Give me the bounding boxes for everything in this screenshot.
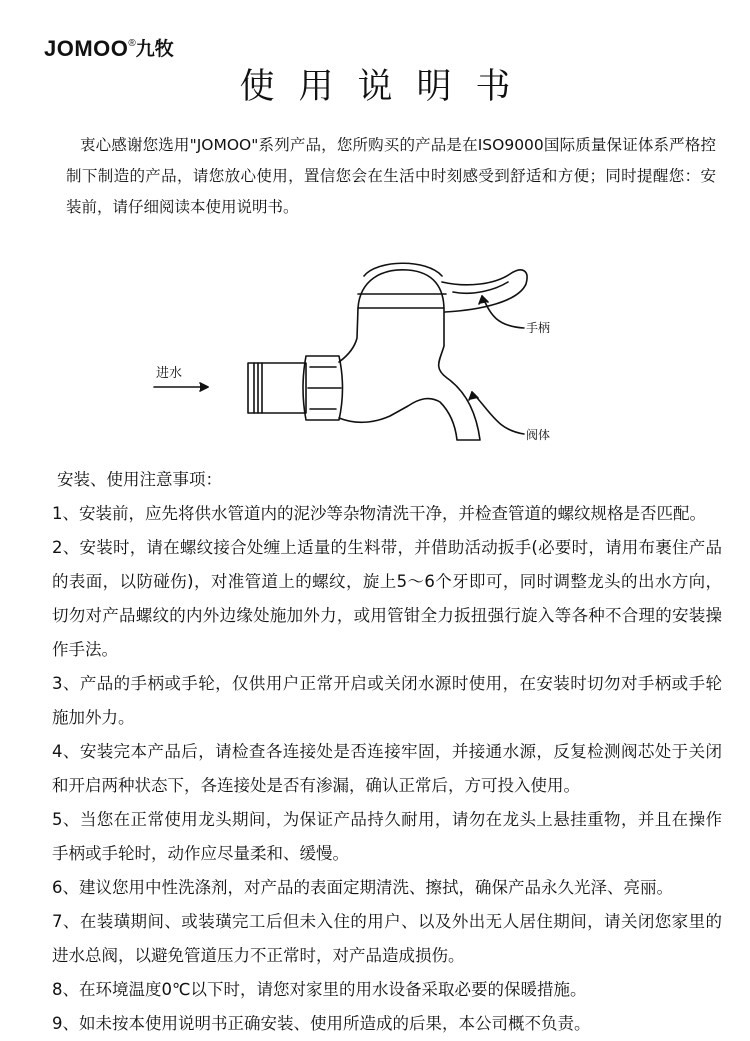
faucet-drawing: [248, 263, 527, 440]
note-item: 5、当您在正常使用龙头期间，为保证产品持久耐用，请勿在龙头上悬挂重物，并且在操作手柄或手轮时，动作应尽量柔和、缓慢。: [52, 810, 722, 863]
intro-paragraph: 衷心感谢您选用"JOMOO"系列产品，您所购买的产品是在ISO9000国际质量保证体系严格控制下制造的产品，请您放心使用，置信您会在生活中时刻感受到舒适和方便；同时提醒您：安装前，请仔细阅读本使用说明书。: [66, 136, 716, 216]
handle-label: 手柄: [526, 321, 551, 335]
note-item: 4、安装完本产品后，请检查各连接处是否连接牢固，并接通水源，反复检测阀芯处于关闭和开启两种状态下，各连接处是否有渗漏，确认正常后，方可投入使用。: [52, 742, 722, 795]
note-item: 1、安装前，应先将供水管道内的泥沙等杂物清洗干净，并检查管道的螺纹规格是否匹配。: [52, 504, 706, 523]
registered-mark: ®: [128, 38, 136, 49]
notes-list: [52, 497, 722, 1041]
brand-name-latin: JOMOO: [44, 36, 129, 61]
note-item: 8、在环境温度0℃以下时，请您对家里的用水设备采取必要的保暖措施。: [52, 980, 587, 999]
handle-leader-line: [479, 296, 524, 328]
notes-heading: 安装、使用注意事项：: [57, 470, 222, 489]
brand-logo: [44, 37, 174, 61]
faucet-diagram: [150, 250, 580, 460]
page-title: 使用说明书: [239, 67, 535, 107]
note-item: 3、产品的手柄或手轮，仅供用户正常开启或关闭水源时使用，在安装时切勿对手柄或手轮施加外力。: [52, 674, 722, 727]
note-item: 7、在装璜期间、或装璜完工后但未入住的用户、以及外出无人居住期间，请关闭您家里的进水总阀，以避免管道压力不正常时，对产品造成损伤。: [52, 912, 722, 965]
note-item: 2、安装时，请在螺纹接合处缠上适量的生料带，并借助活动扳手(必要时，请用布裹住产品的表面，以防碰伤)，对准管道上的螺纹，旋上5～6个牙即可，同时调整龙头的出水方向，切勿对产品螺纹的内外边缘处施加外力，或用管钳全力扳扭强行旋入等各种不合理的安装操作手法。: [52, 538, 722, 659]
note-item: 6、建议您用中性洗涤剂，对产品的表面定期清洗、擦拭，确保产品永久光泽、亮丽。: [52, 878, 673, 897]
inlet-label: 进水: [156, 366, 183, 381]
inlet-arrow: [154, 383, 208, 391]
note-item: 9、如未按本使用说明书正确安装、使用所造成的后果，本公司概不负责。: [52, 1014, 591, 1033]
body-label: 阀体: [526, 428, 551, 442]
brand-name-chinese: 九牧: [135, 38, 174, 60]
